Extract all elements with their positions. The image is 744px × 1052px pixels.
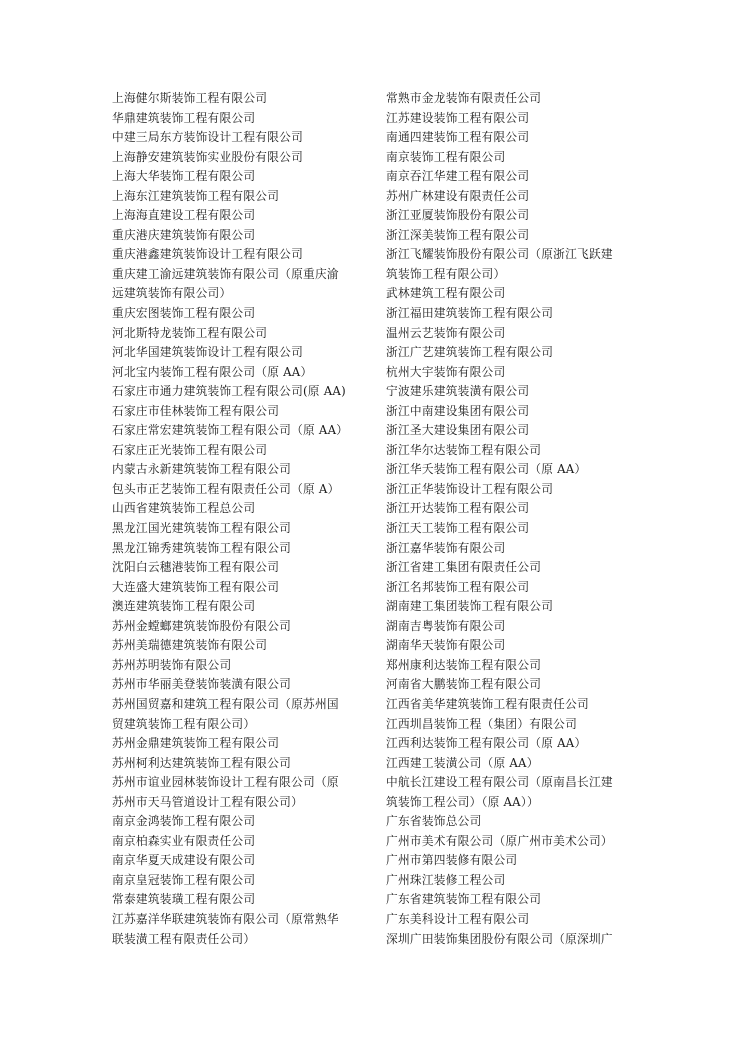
company-entry: 南京吞江华建工程有限公司 [386,169,530,184]
company-entry: 澳连建筑装饰工程有限公司 [112,599,256,614]
company-entry: 苏州市谊业园林装饰设计工程有限公司（原 苏州市天马管道设计工程有限公司） [112,775,339,809]
company-entry: 重庆港庆建筑装饰有限公司 [112,227,256,242]
company-entry: 温州云艺装饰有限公司 [386,325,506,340]
company-entry: 浙江中南建设集团有限公司 [386,403,530,418]
company-entry: 河南省大鹏装饰工程有限公司 [386,677,542,692]
company-entry: 苏州广林建设有限责任公司 [386,188,530,203]
company-entry: 宁波建乐建筑装潢有限公司 [386,384,530,399]
company-entry: 河北华国建筑装饰设计工程有限公司 [112,345,304,360]
company-entry: 河北宝内装饰工程有限公司（原 AA） [112,364,313,379]
company-entry: 浙江华夭装饰工程有限公司（原 AA） [386,462,587,477]
company-entry: 苏州苏明装饰有限公司 [112,657,232,672]
company-entry: 浙江深美装饰工程有限公司 [386,227,530,242]
company-entry: 浙江圣大建设集团有限公司 [386,423,530,438]
company-entry: 上海海直建设工程有限公司 [112,208,256,223]
company-entry: 浙江天工装饰工程有限公司 [386,521,530,536]
company-entry: 上海静安建筑装饰实业股份有限公司 [112,149,304,164]
company-entry: 上海大华装饰工程有限公司 [112,169,256,184]
company-entry: 浙江省建工集团有限责任公司 [386,560,542,575]
company-entry: 中建三局东方装饰设计工程有限公司 [112,130,304,145]
company-entry: 广州市美术有限公司（原广州市美术公司） [386,833,613,848]
company-entry: 浙江开达装饰工程有限公司 [386,501,530,516]
company-entry: 苏州金螳螂建筑装饰股份有限公司 [112,618,292,633]
company-entry: 南通四建装饰工程有限公司 [386,130,530,145]
company-entry: 重庆宏图装饰工程有限公司 [112,306,256,321]
company-entry: 苏州柯利达建筑装饰工程有限公司 [112,755,292,770]
company-entry: 苏州美瑞德建筑装饰有限公司 [112,638,268,653]
company-entry: 苏州市华丽美登装饰装潢有限公司 [112,677,292,692]
company-entry: 广东省装饰总公司 [386,814,482,829]
company-entry: 广州市第四装修有限公司 [386,853,518,868]
company-entry: 江西利达装饰工程有限公司（原 AA） [386,736,587,751]
company-entry: 石家庄市佳林装饰工程有限公司 [112,403,280,418]
company-entry: 南京柏森实业有限责任公司 [112,833,256,848]
company-list-left-column [112,89,374,949]
company-entry: 华鼎建筑装饰工程有限公司 [112,110,256,125]
company-entry: 武林建筑工程有限公司 [386,286,506,301]
company-entry: 中航长江建设工程有限公司（原南昌长江建 筑装饰工程公司）（原 AA）） [386,775,613,809]
company-entry: 苏州金鼎建筑装饰工程有限公司 [112,736,280,751]
company-entry: 浙江广艺建筑装饰工程有限公司 [386,345,554,360]
company-entry: 深圳广田装饰集团股份有限公司（原深圳广 [386,931,613,946]
company-entry: 南京华夏天成建设有限公司 [112,853,256,868]
company-entry: 黑龙江国光建筑装饰工程有限公司 [112,521,292,536]
company-entry: 浙江飞耀装饰股份有限公司（原浙江飞跃建 筑装饰工程有限公司） [386,247,613,281]
company-entry: 广州珠江装修工程公司 [386,872,506,887]
company-entry: 苏州国贸嘉和建筑工程有限公司（原苏州国 贸建筑装饰工程有限公司） [112,696,339,731]
company-entry: 石家庄正光装饰工程有限公司 [112,442,268,457]
company-entry: 重庆港鑫建筑装饰设计工程有限公司 [112,247,304,262]
company-entry: 上海健尔斯装饰工程有限公司 [112,91,268,105]
company-entry: 江西建工装潢公司（原 AA） [386,755,539,770]
company-entry: 浙江华尔达装饰工程有限公司 [386,442,542,457]
company-entry: 江西省美华建筑装饰工程有限责任公司 [386,696,589,711]
company-entry: 内蒙古永新建筑装饰工程有限公司 [112,462,292,477]
company-entry: 大连盛大建筑装饰工程有限公司 [112,579,280,594]
company-entry: 河北斯特龙装饰工程有限公司 [112,325,268,340]
company-entry: 山西省建筑装饰工程总公司 [112,501,256,516]
company-entry: 湖南建工集团装饰工程有限公司 [386,599,554,614]
company-entry: 南京金鸿装饰工程有限公司 [112,814,256,829]
company-entry: 湖南华天装饰有限公司 [386,638,506,653]
company-entry: 郑州康利达装饰工程有限公司 [386,657,542,672]
company-entry: 江苏嘉洋华联建筑装饰有限公司（原常熟华 联装潢工程有限责任公司） [112,911,339,946]
company-entry: 浙江福田建筑装饰工程有限公司 [386,306,554,321]
company-entry: 广东美科设计工程有限公司 [386,911,530,926]
company-entry: 江苏建设装饰工程有限公司 [386,110,530,125]
company-entry: 常泰建筑装璜工程有限公司 [112,892,256,907]
company-entry: 上海东江建筑装饰工程有限公司 [112,188,280,203]
company-entry: 黑龙江锦秀建筑装饰工程有限公司 [112,540,292,555]
company-entry: 重庆建工渝远建筑装饰有限公司（原重庆渝 远建筑装饰有限公司） [112,266,339,301]
company-entry: 杭州大宇装饰有限公司 [386,364,506,379]
company-entry: 浙江名邦装饰工程有限公司 [386,579,530,594]
company-entry: 沈阳白云穗港装饰工程有限公司 [112,560,280,575]
company-entry: 石家庄市通力建筑装饰工程有限公司(原 AA) [112,384,346,399]
company-entry: 包头市正艺装饰工程有限责任公司（原 A） [112,481,340,496]
company-entry: 浙江正华装饰设计工程有限公司 [386,481,554,496]
company-entry: 江西圳昌装饰工程（集团）有限公司 [386,716,578,731]
company-entry: 南京装饰工程有限公司 [386,149,506,164]
company-entry: 湖南吉粤装饰有限公司 [386,618,506,633]
company-entry: 浙江嘉华装饰有限公司 [386,540,506,555]
company-entry: 浙江亚厦装饰股份有限公司 [386,208,530,223]
company-list-right-column [386,89,644,949]
company-entry: 广东省建筑装饰工程有限公司 [386,892,542,907]
company-entry: 常熟市金龙装饰有限责任公司 [386,91,542,105]
company-entry: 南京皇冠装饰工程有限公司 [112,872,256,887]
company-entry: 石家庄常宏建筑装饰工程有限公司（原 AA） [112,423,349,438]
